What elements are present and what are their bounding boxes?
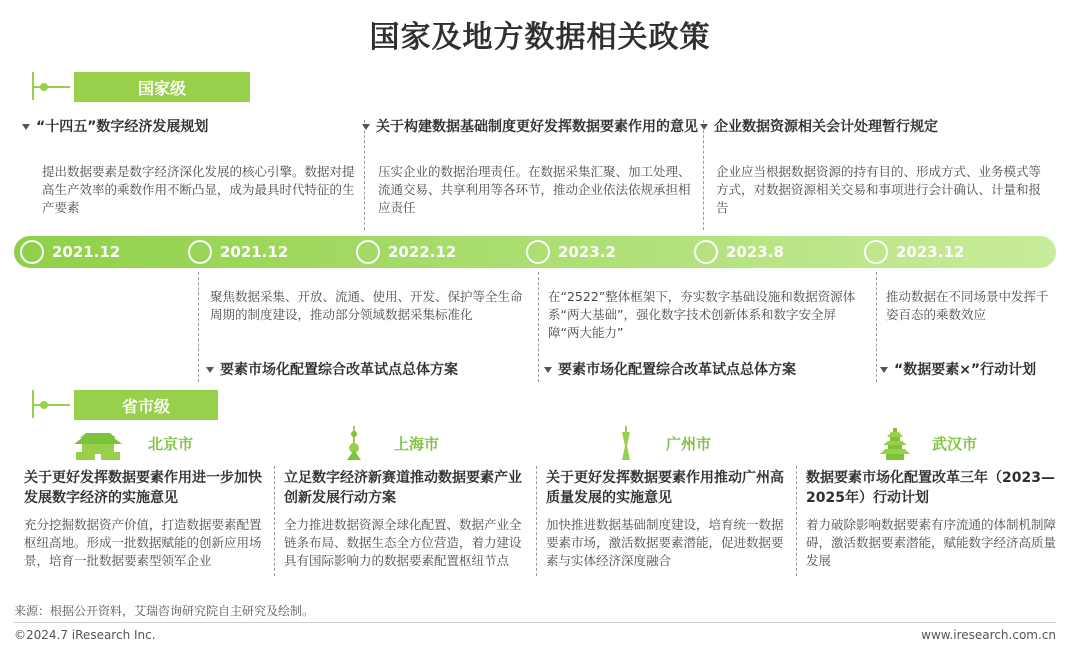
timeline-node-5: 2023.8 — [694, 236, 784, 268]
canton-tower-icon — [606, 426, 646, 460]
timeline-node-2: 2021.12 — [188, 236, 288, 268]
yellow-crane-tower-icon — [872, 426, 918, 460]
divider — [876, 272, 877, 382]
triangle-marker-icon — [700, 124, 708, 130]
triangle-marker-icon — [362, 124, 370, 130]
policy-title-wuhan: 数据要素市场化配置改革三年（2023—2025年）行动计划 — [806, 470, 1055, 506]
policy-desc-2023-12: 推动数据在不同场景中发挥千姿百态的乘数效应 — [886, 289, 1049, 322]
national-level-tag: 国家级 — [74, 72, 250, 102]
policy-title-2021-12-b: 要素市场化配置综合改革试点总体方案 — [206, 361, 536, 380]
policy-desc-beijing: 充分挖掘数据资产价值，打造数据要素配置枢纽高地。形成一批数据赋能的创新应用场景，培育一批数据要素型领军企业 — [24, 517, 262, 568]
divider — [538, 272, 539, 382]
city-beijing: 北京市 — [68, 426, 193, 460]
divider — [536, 466, 537, 576]
divider — [274, 466, 275, 576]
node-circle-icon — [864, 240, 888, 264]
policy-title-2023-12: “数据要素×”行动计划 — [880, 361, 1070, 380]
node-circle-icon — [20, 240, 44, 264]
website-link: www.iresearch.com.cn — [921, 628, 1056, 642]
policy-desc-2021-12-b: 聚焦数据采集、开放、流通、使用、开发、保护等全生命周期的制度建设，推动部分领域数据采集标准化 — [210, 289, 523, 322]
policy-title-guangzhou: 关于更好发挥数据要素作用推动广州高质量发展的实施意见 — [546, 470, 784, 506]
policy-title-beijing: 关于更好发挥数据要素作用进一步加快发展数字经济的实施意见 — [24, 470, 262, 506]
policy-desc-wuhan: 着力破除影响数据要素有序流通的体制机制障碍，激活数据要素潜能，赋能数字经济高质量发展 — [806, 517, 1057, 568]
footer-divider — [14, 622, 1056, 623]
node-circle-icon — [188, 240, 212, 264]
triangle-marker-icon — [880, 367, 888, 373]
copyright: ©2024.7 iResearch Inc. — [14, 628, 156, 642]
timeline-node-3: 2022.12 — [356, 236, 456, 268]
policy-desc-2023-8: 企业应当根据数据资源的持有目的、形成方式、业务模式等方式，对数据资源相关交易和事项进行会计确认、计量和报告 — [716, 164, 1042, 215]
divider — [198, 272, 199, 382]
source-note: 来源：根据公开资料，艾瑞咨询研究院自主研究及绘制。 — [14, 604, 315, 618]
city-guangzhou: 广州市 — [606, 426, 711, 460]
oriental-pearl-tower-icon — [334, 426, 374, 460]
page-title: 国家及地方数据相关政策 — [369, 20, 711, 55]
divider — [796, 466, 797, 576]
policy-title-2023-2: 要素市场化配置综合改革试点总体方案 — [544, 361, 874, 380]
policy-desc-2023-2: 在“2522”整体框架下，夯实数字基础设施和数据资源体系“两大基础”，强化数字技术创新体系和数字安全屏障“两大能力” — [548, 289, 856, 340]
timeline-bar — [14, 236, 1056, 268]
triangle-marker-icon — [22, 124, 30, 130]
node-circle-icon — [694, 240, 718, 264]
policy-desc-2022-12: 压实企业的数据治理责任。在数据采集汇聚、加工处理、流通交易、共享利用等各环节，推动企业依法依规承担相应责任 — [378, 164, 691, 215]
city-shanghai: 上海市 — [334, 426, 439, 460]
node-circle-icon — [356, 240, 380, 264]
tiananmen-icon — [68, 426, 128, 460]
policy-title-2022-12: 关于构建数据基础制度更好发挥数据要素作用的意见 — [362, 118, 698, 137]
node-circle-icon — [526, 240, 550, 264]
timeline-node-4: 2023.2 — [526, 236, 616, 268]
policy-title-2021-12-a: “十四五”数字经济发展规划 — [22, 118, 342, 137]
provincial-level-tag: 省市级 — [74, 390, 218, 420]
triangle-marker-icon — [544, 367, 552, 373]
timeline-node-6: 2023.12 — [864, 236, 964, 268]
city-wuhan: 武汉市 — [872, 426, 977, 460]
policy-title-shanghai: 立足数字经济新赛道推动数据要素产业创新发展行动方案 — [284, 470, 522, 506]
policy-title-2023-8: 企业数据资源相关会计处理暂行规定 — [700, 118, 1060, 137]
policy-desc-shanghai: 全力推进数据资源全球化配置、数据产业全链条布局、数据生态全方位营造，着力建设具有国际影响力的数据要素配置枢纽节点 — [284, 517, 522, 568]
policy-desc-guangzhou: 加快推进数据基础制度建设，培育统一数据要素市场，激活数据要素潜能，促进数据要素与实体经济深度融合 — [546, 517, 784, 568]
policy-desc-2021-12-a: 提出数据要素是数字经济深化发展的核心引擎。数据对提高生产效率的乘数作用不断凸显，成为最具时代特征的生产要素 — [42, 164, 355, 215]
timeline-node-1: 2021.12 — [20, 236, 120, 268]
triangle-marker-icon — [206, 367, 214, 373]
